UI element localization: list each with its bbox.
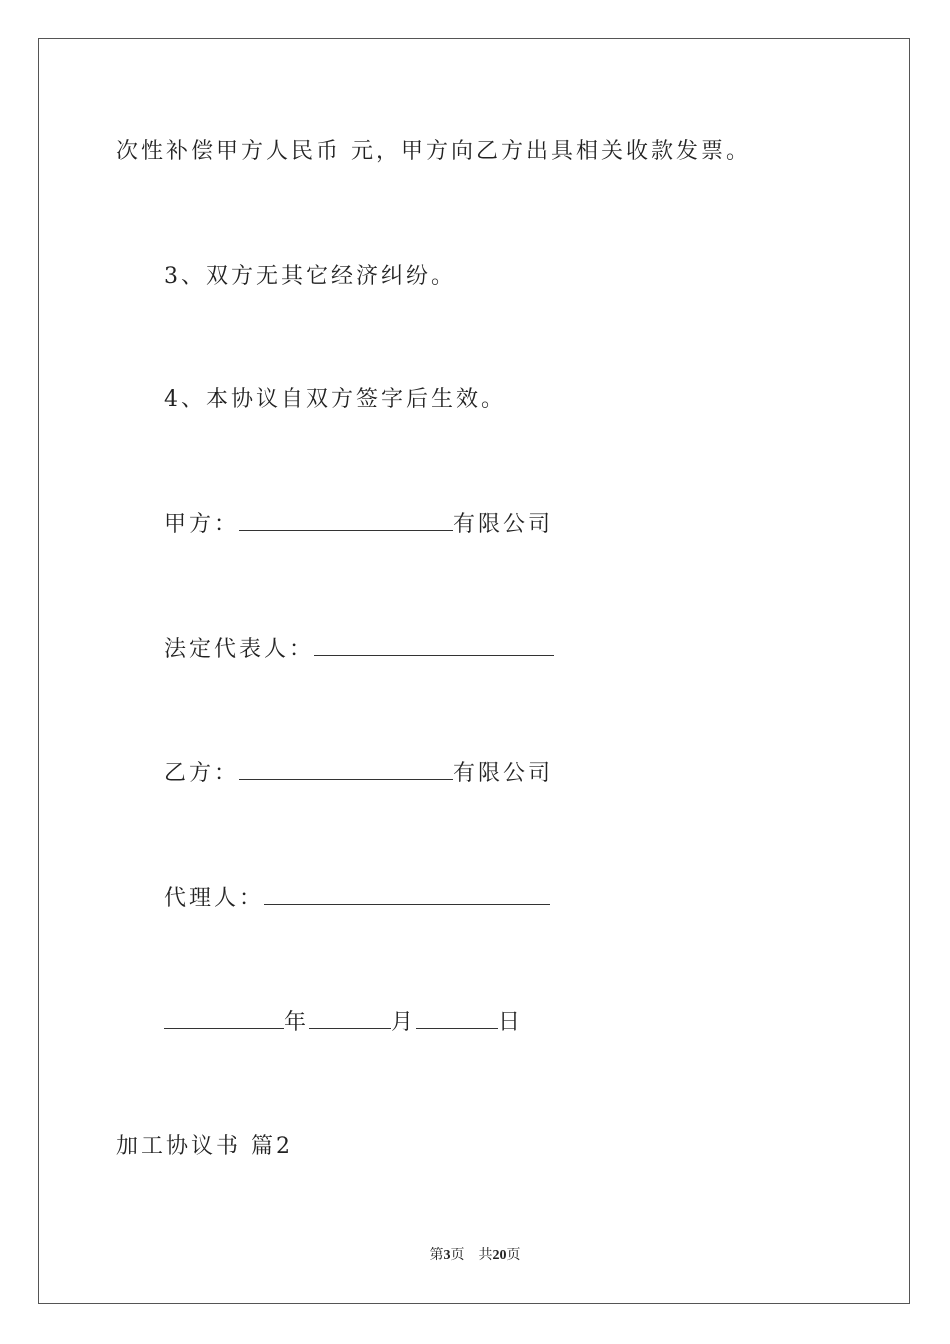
footer-page-prefix: 第 bbox=[429, 1248, 444, 1263]
party-b-line bbox=[164, 759, 553, 789]
month-label: 月 bbox=[391, 1010, 417, 1035]
page-footer bbox=[0, 1244, 950, 1264]
party-b-label: 乙方： bbox=[164, 761, 240, 786]
page-border bbox=[38, 38, 910, 1304]
party-a-blank bbox=[239, 510, 453, 531]
agent-blank bbox=[264, 884, 550, 905]
legal-rep-blank bbox=[314, 635, 554, 656]
agent-label: 代理人： bbox=[164, 886, 265, 911]
year-blank bbox=[164, 1008, 284, 1029]
party-b-suffix: 有限公司 bbox=[453, 761, 554, 786]
paragraph-effective: 4、本协议自双方签字后生效。 bbox=[164, 387, 506, 412]
month-blank bbox=[309, 1008, 391, 1029]
day-blank bbox=[416, 1008, 498, 1029]
section-title: 加工协议书 篇2 bbox=[116, 1134, 293, 1159]
year-label: 年 bbox=[284, 1010, 310, 1035]
day-label: 日 bbox=[498, 1010, 524, 1035]
date-line bbox=[164, 1008, 523, 1038]
legal-rep-label: 法定代表人： bbox=[164, 637, 315, 662]
footer-page-number: 3 bbox=[443, 1248, 451, 1263]
party-a-suffix: 有限公司 bbox=[453, 512, 554, 537]
party-b-blank bbox=[239, 759, 453, 780]
agent-line bbox=[164, 884, 550, 914]
party-a-label: 甲方： bbox=[164, 512, 240, 537]
footer-page-mid: 页 共 bbox=[450, 1248, 493, 1263]
party-a-line bbox=[164, 510, 553, 540]
paragraph-no-disputes: 3、双方无其它经济纠纷。 bbox=[164, 264, 456, 289]
footer-total-pages: 20 bbox=[492, 1248, 507, 1263]
footer-page-suffix: 页 bbox=[506, 1248, 521, 1263]
paragraph-compensation: 次性补偿甲方人民币 元，甲方向乙方出具相关收款发票。 bbox=[116, 139, 751, 164]
legal-rep-line bbox=[164, 635, 554, 665]
